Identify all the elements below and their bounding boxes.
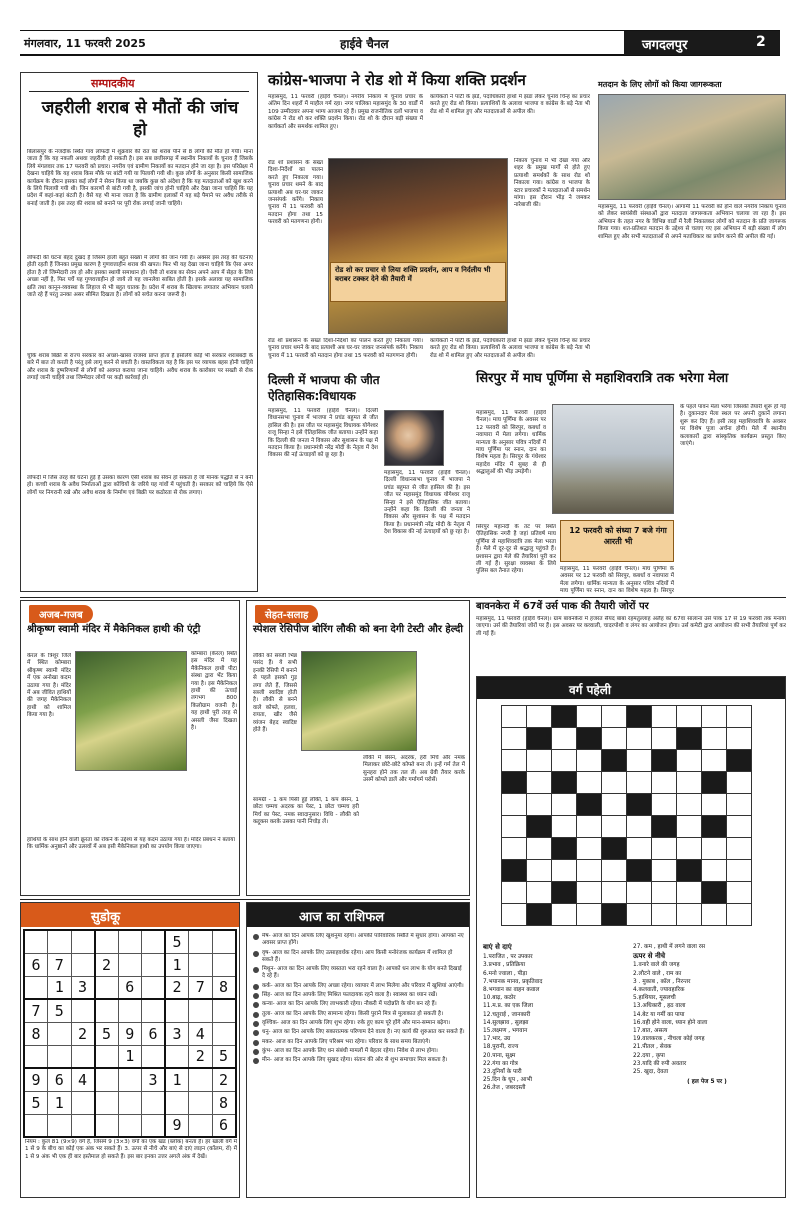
sudoku-row [24, 1068, 236, 1091]
crossword-header [477, 677, 785, 699]
sudoku-title: सुडोकू [91, 910, 121, 925]
health-box [246, 600, 470, 896]
basant-story-body: महासमुंद, 11 फरवरी (हाईवे चैनल)। ग्राम बावनकेरा में हजरत सैयद बाबा रहमतुल्लाह अलैह का 67वां सालाना उर्स पाक 17 से 19 फरवरी तक मनाया जाएगा। उर्स की तैयारियां जोरों पर हैं। इस अवसर पर कव्वाली, चादरपोशी व लंगर का आयोजन होगा। उर्स कमेटी द्वारा आयोजन की सभी तैयारियां पूर्ण कर ली गई हैं। [476, 616, 786, 637]
sudoku-row [24, 1091, 236, 1114]
lead-story-body-6: रोड शो प्रशासन के सख्त दिशा-निर्देशों का पालन करते हुए निकाला गया। चुनाव प्रचार थमने के बाद प्रत्याशी अब घर-घर जाकर जनसंपर्क करेंगे। निकाय चुनाव में 11 फरवरी को मतदान होगा तथा 15 फरवरी को मतगणना होगी। [268, 338, 423, 359]
crossword-down-clue: 5.हाथियार, मूसलची [633, 995, 676, 1002]
sudoku-cell[interactable] [189, 930, 213, 953]
sirpur-story-photo [552, 404, 674, 514]
ajab-gajab-body-1: केरल के त्रिशूर जिले में स्थित कोम्बारा श्रीकृष्ण स्वामी मंदिर में एक अनोखा कदम उठाया गया है। मंदिर में अब जीवित हाथियों की जगह मैकेनिकल हाथी को शामिल किया गया है। [27, 653, 71, 719]
sudoku-cell[interactable] [24, 1114, 48, 1137]
rashifal-item [253, 1020, 465, 1027]
crossword-across-clue: 3.प्रभाव , प्रतिक्रिया [483, 962, 526, 969]
crossword-across-clue: 14.सुलझाव , सुलझा [483, 1019, 529, 1026]
crossword-across-column [483, 943, 629, 1093]
sudoku-cell[interactable] [142, 953, 166, 976]
editorial-body-4: लोफंदी में जिस तरह की घटना हुई है उसका कारण ऐसी शराब का सेवन हो सकता है जो मानक पद्धति से न बनी हो। कच्ची शराब के अवैध निर्माताओं द्वारा कोचियों के जरिये यह गांवों में पहुंचती है। सरकार को चाहिये कि ऐसे लोगों पर निगरानी रखे और अवैध शराब के निर्माण एवं बिक्री पर कठोरता से रोक लगाए। [27, 475, 253, 496]
lead-story-body-4: निकाय चुनाव में भी देखा गया और शहर के प्रमुख मार्गों से होते हुए प्रत्याशी समर्थकों के साथ रोड शो निकाला गया। कांग्रेस व भाजपा के स्टार प्रचारकों ने मतदाताओं से समर्थन मांगा। इस दौरान भीड़ ने जमकर नारेबाजी की। [514, 158, 590, 209]
rashifal-text: मेष- आज का दिन आपके लिए खुशनुमा रहेगा। आपकी पारिवारिक स्थिति में सुधार होगा। आपको नए अवसर प्राप्त होंगे। [262, 933, 464, 947]
sudoku-cell[interactable] [71, 999, 95, 1022]
sudoku-cell[interactable]: 7 [189, 976, 213, 999]
lead-story-body-3: रोड शो प्रशासन के सख्त दिशा-निर्देशों का पालन करते हुए निकाला गया। चुनाव प्रचार थमने के बाद प्रत्याशी अब घर-घर जाकर जनसंपर्क करेंगे। निकाय चुनाव में 11 फरवरी को मतदान होगा तथा 15 फरवरी को मतगणना होगी। [268, 160, 323, 226]
rashifal-text: वृश्चिक- आज का दिन आपके लिए शुभ रहेगा। रुके हुए काम पूरे होंगे और मान-सम्मान बढ़ेगा। [262, 1019, 451, 1026]
sudoku-cell[interactable] [212, 930, 236, 953]
sudoku-cell[interactable]: 6 [48, 1068, 72, 1091]
sudoku-cell[interactable] [24, 1045, 48, 1068]
lead-story-highlight: रोड शो कर प्रचार से लिया शक्ति प्रदर्शन, आप व निर्दलीय भी बराबर टक्कर देने की तैयारी में [335, 266, 491, 283]
sudoku-cell[interactable]: 1 [48, 1091, 72, 1114]
zodiac-icon [253, 951, 259, 957]
editorial-title: जहरीली शराब से मौतों की जांच हो [41, 98, 239, 140]
sudoku-cell[interactable] [95, 1068, 119, 1091]
crossword-across-clue: 8.भगवान का वाहन कवाल [483, 987, 540, 994]
zodiac-icon [253, 1012, 259, 1018]
sudoku-row [24, 1045, 236, 1068]
sudoku-cell[interactable] [118, 953, 142, 976]
sudoku-cell[interactable] [118, 1091, 142, 1114]
sudoku-cell[interactable] [95, 976, 119, 999]
rashifal-item [253, 950, 465, 965]
sudoku-cell[interactable] [165, 999, 189, 1022]
sudoku-cell[interactable] [165, 1091, 189, 1114]
sudoku-cell[interactable] [142, 930, 166, 953]
sirpur-story-body-4: महासमुंद, 11 फरवरी (हाईवे चैनल)। माघ पूर्णिमा के अवसर पर 12 फरवरी को सिरपुर, कबर्धा व नवापारा में मेला लगेगा। धार्मिक मान्यता के अनुसार पवित्र नदियों में माघ पूर्णिमा पर स्नान, दान का विशेष महत्व है। सिरपुर [560, 566, 674, 594]
crossword-down-clue: 4.कलवाती, ज्यावहारिक [633, 987, 685, 994]
sudoku-cell[interactable]: 9 [24, 1068, 48, 1091]
lead-story-body-5: कार्यकर्ता ने पार्टी के झंडे, पदाधिकारी हाथों में झंडा लेकर चुनाव चिन्ह का प्रचार करते हुए रोड शो किया। प्रत्याशियों के अलावा भाजपा व कांग्रेस के बड़े नेता भी रोड शो में शामिल हुए और मतदाताओं से अपील की। [430, 338, 590, 359]
rashifal-text: कन्या- आज का दिन आपके लिए लाभकारी रहेगा। नौकरी में पदोन्नति के योग बन रहे हैं। [262, 1001, 437, 1008]
crossword-down-column [633, 943, 781, 1086]
sudoku-row [24, 976, 236, 999]
sudoku-cell[interactable]: 8 [24, 1022, 48, 1045]
crossword-down-clue: 27. कम , हाथी में लगने वाला रस [633, 944, 705, 950]
zodiac-icon [253, 1049, 259, 1055]
delhi-story-body-2: महासमुंद, 11 फरवरी (हाईवे चैनल)। दिल्ली विधानसभा चुनाव में भाजपा ने प्रचंड बहुमत से जीत हासिल की है। इस जीत पर महासमुंद विधायक योगेश्वर राजू सिन्हा ने इसे ऐतिहासिक जीत बताया। उन्होंने कहा कि दिल्ली की जनता ने विकास और सुशासन के पक्ष में मतदान किया है। प्रधानमंत्री नरेंद्र मोदी के नेतृत्व में देश विकास की नई ऊंचाइयों को छू रहा है। [384, 470, 470, 536]
sudoku-cell[interactable] [212, 953, 236, 976]
ajab-gajab-body-3: हाथियों के साथ होने वाली क्रूरता को रोकने के उद्देश्य से यह कदम उठाया गया है। मंदिर प्रबंधन ने बताया कि धार्मिक अनुष्ठानों और उत्सवों में अब इसी मैकेनिकल हाथी का उपयोग किया जाएगा। [27, 837, 235, 851]
crossword-grid[interactable] [501, 705, 752, 926]
lead-story-title: कांग्रेस-भाजपा ने रोड शो में किया शक्ति प्रदर्शन [268, 71, 526, 89]
crossword-across-clue: 25.दिन के धूप , आभी [483, 1077, 533, 1084]
sudoku-cell[interactable]: 3 [142, 1068, 166, 1091]
sudoku-cell[interactable] [189, 1091, 213, 1114]
sudoku-cell[interactable] [189, 953, 213, 976]
sudoku-cell[interactable] [118, 1114, 142, 1137]
crossword-down-clue: 1.वनारे वाले की जगह [633, 962, 680, 969]
zodiac-icon [253, 1021, 259, 1027]
sudoku-cell[interactable] [189, 1114, 213, 1137]
crossword-box [476, 676, 786, 1198]
ajab-gajab-body-2: कोम्बारा (केरल) स्थित इस मंदिर में यह मैकेनिकल हाथी पीटा संस्था द्वारा भेंट किया गया है। इस मैकेनिकल हाथी की ऊंचाई लगभग 800 किलोग्राम वजनी है। यह हाथी पूरी तरह से असली जैसा दिखता है। [191, 651, 237, 732]
crossword-across-clue: 6.मनो ज्वाला , पीड़ा [483, 970, 527, 977]
sudoku-cell[interactable] [24, 930, 48, 953]
rashifal-item [253, 1029, 465, 1036]
sudoku-box [20, 902, 240, 1198]
crossword-across-title: बाएं से दाएं [483, 943, 512, 951]
sudoku-cell[interactable] [71, 1091, 95, 1114]
masthead-city-box [624, 31, 780, 55]
masthead [20, 30, 780, 56]
sudoku-cell[interactable]: 3 [165, 1022, 189, 1045]
sirpur-story-body-2: सिरपुर महानदी के तट पर स्थित ऐतिहासिक नगरी है जहां प्रतिवर्ष माघ पूर्णिमा से महाशिवरात्रि तक मेला भरता है। मेले में दूर-दूर से श्रद्धालु पहुंचते हैं। प्रशासन द्वारा मेले की तैयारियां पूरी कर ली गई हैं। सुरक्षा व्यवस्था के लिये पुलिस बल तैनात रहेगा। [476, 524, 556, 575]
sirpur-story-body-1: महासमुंद, 11 फरवरी (हाईवे चैनल)। माघ पूर्णिमा के अवसर पर 12 फरवरी को सिरपुर, कबर्धा व नवापारा में मेला लगेगा। धार्मिक मान्यता के अनुसार पवित्र नदियों में माघ पूर्णिमा पर स्नान, दान का विशेष महत्व है। सिरपुर के गंधेश्वर महादेव मंदिर में सुबह से ही श्रद्धालुओं की भीड़ उमड़ेगी। [476, 410, 546, 476]
sudoku-cell[interactable]: 5 [212, 1045, 236, 1068]
ajab-gajab-section-label: अजब-गजब [29, 605, 93, 623]
divider [29, 91, 249, 92]
side-story-body: महासमुंद, 11 फरवरी (हाईवे चैनल)। आगामी 11 फरवरी को होने वाले नगरीय निकाय चुनाव को लेकर स्वयंसेवी संस्थाओं द्वारा मतदाता जागरूकता अभियान चलाया जा रहा है। इस अभियान के तहत नगर के विभिन्न वार्डों में रैली निकालकर लोगों को मतदान के प्रति जागरूक किया गया। शत-प्रतिशत मतदान के उद्देश्य से चलाए गए इस अभियान में बड़ी संख्या में लोग शामिल हुए और सभी मतदाताओं से अपने मताधिकार का प्रयोग करने की अपील की गई। [598, 204, 786, 240]
sudoku-cell[interactable]: 8 [212, 1091, 236, 1114]
crossword-across-clue: 12.चतुराई , जानकारी [483, 1011, 531, 1018]
zodiac-icon [253, 984, 259, 990]
sudoku-cell[interactable] [71, 953, 95, 976]
sudoku-cell[interactable] [95, 1091, 119, 1114]
rashifal-text: धनु- आज का दिन आपके लिए सकारात्मक परिणाम देने वाला है। नए कार्य की शुरुआत कर सकते हैं। [262, 1029, 465, 1036]
sudoku-cell[interactable]: 4 [189, 1022, 213, 1045]
sudoku-cell[interactable] [95, 999, 119, 1022]
sudoku-row [24, 930, 236, 953]
rashifal-text: मकर- आज का दिन आपके लिए परिश्रम भरा रहेगा। परिवार के साथ समय बिताएंगे। [262, 1038, 431, 1045]
crossword-down-clue: 13.अधिकारी , हठ वाला [633, 1003, 686, 1010]
sudoku-cell[interactable] [118, 1068, 142, 1091]
sudoku-grid[interactable] [23, 929, 237, 1138]
zodiac-icon [253, 934, 259, 940]
sudoku-header [21, 903, 239, 927]
sudoku-cell[interactable]: 7 [24, 999, 48, 1022]
zodiac-icon [253, 1040, 259, 1046]
divider [20, 899, 470, 900]
ajab-gajab-title: श्रीकृष्ण स्वामी मंदिर में मैकेनिकल हाथी की एंट्री [27, 624, 201, 635]
side-story-title: मतदान के लिए लोगों को किया जागरूकता [598, 80, 722, 89]
rashifal-item [253, 1001, 465, 1008]
sudoku-cell[interactable]: 6 [24, 953, 48, 976]
masthead-date: मंगलवार, 11 फरवरी 2025 [24, 37, 146, 50]
rashifal-text: वृष- आज का दिन आपके लिए उत्साहवर्धक रहेगा। आप किसी मनोरंजक कार्यक्रम में शामिल हो सकते हैं। [262, 949, 453, 963]
ajab-gajab-box [20, 600, 240, 896]
rashifal-text: सिंह- आज का दिन आपके लिए मिश्रित फलदायक रहने वाला है। स्वास्थ्य का ध्यान रखें। [262, 992, 438, 999]
sudoku-cell[interactable]: 7 [48, 953, 72, 976]
sudoku-cell[interactable] [118, 999, 142, 1022]
sudoku-cell[interactable] [165, 1045, 189, 1068]
lead-story-highlight-box [330, 262, 506, 302]
sudoku-cell[interactable]: 5 [165, 930, 189, 953]
sudoku-row [24, 1022, 236, 1045]
sudoku-cell[interactable] [95, 930, 119, 953]
sudoku-cell[interactable]: 6 [118, 976, 142, 999]
divider [20, 597, 786, 598]
sudoku-cell[interactable]: 2 [165, 976, 189, 999]
rashifal-item [253, 1011, 465, 1018]
rashifal-text: तुला- आज का दिन आपके लिए सामान्य रहेगा। किसी पुराने मित्र से मुलाकात हो सकती है। [262, 1010, 444, 1017]
rashifal-item [253, 992, 465, 999]
sudoku-cell[interactable] [142, 999, 166, 1022]
crossword-down-clue: 2.लौटने वाले , राम का [633, 970, 682, 977]
crossword-across-clue: 7.भयानक मानव, प्रकृतिवाद [483, 978, 543, 985]
sudoku-cell[interactable]: 1 [165, 953, 189, 976]
sudoku-cell[interactable]: 1 [118, 1045, 142, 1068]
rashifal-item [253, 1048, 465, 1055]
crossword-across-clue: 1.पराजित , पर उपकार [483, 954, 533, 961]
rashifal-item [253, 983, 465, 990]
crossword-down-clue: 22.दया , कृपा [633, 1052, 665, 1059]
crossword-down-clue: 19.वालकरक , नीचला कोई जगह [633, 1036, 705, 1043]
rashifal-text: मीन- आज का दिन आपके लिए सुखद रहेगा। संतान की ओर से शुभ समाचार मिल सकता है। [262, 1057, 448, 1064]
crossword-title: वर्ग पहेली [569, 683, 612, 697]
rashifal-item [253, 1057, 465, 1064]
crossword-down-clue: 23.यादि की रुपी अवतार [633, 1060, 687, 1067]
rashifal-header [247, 903, 469, 927]
basant-story-title: बावनकेरा में 67वें उर्स पाक की तैयारी जोरों पर [476, 601, 649, 612]
rashifal-list [253, 933, 465, 1195]
sudoku-cell[interactable]: 3 [71, 976, 95, 999]
sudoku-cell[interactable]: 6 [212, 1114, 236, 1137]
sudoku-cell[interactable] [95, 1114, 119, 1137]
crossword-across-clue: 15.लक्ष्मण , भगवान [483, 1028, 528, 1035]
sudoku-cell[interactable]: 1 [165, 1068, 189, 1091]
rashifal-text: कुंभ- आज का दिन आपके लिए धन संबंधी मामलों में बेहतर रहेगा। निवेश से लाभ होगा। [262, 1047, 438, 1054]
sudoku-cell[interactable] [142, 1045, 166, 1068]
sudoku-cell[interactable] [189, 999, 213, 1022]
sudoku-cell[interactable]: 9 [118, 1022, 142, 1045]
sirpur-story-title: सिरपुर में माघ पूर्णिमा से महाशिवरात्रि तक भरेगा मेला [476, 371, 729, 386]
editorial-section-label: सम्पादकीय [91, 77, 135, 90]
sudoku-cell[interactable] [212, 999, 236, 1022]
crossword-down-clue: 25. खुदा, देवता [633, 1069, 669, 1076]
crossword-across-clue: 23.दुनियाँ के पारी [483, 1069, 522, 1076]
rashifal-title: आज का राशिफल [299, 910, 385, 925]
sudoku-cell[interactable] [142, 1091, 166, 1114]
sudoku-cell[interactable] [48, 1045, 72, 1068]
zodiac-icon [253, 1058, 259, 1064]
sudoku-cell[interactable] [71, 1045, 95, 1068]
masthead-page-number: 2 [756, 34, 766, 50]
sudoku-cell[interactable] [71, 930, 95, 953]
sudoku-cell[interactable] [212, 1022, 236, 1045]
sudoku-cell[interactable]: 2 [95, 953, 119, 976]
crossword-across-clue: 22.गंगा का गोत्र [483, 1060, 518, 1067]
crossword-down-title: ऊपर से नीचे [633, 952, 666, 961]
editorial-body-2: लोफंदी की घटना बेहद दुखद है जिसमें हाली बहुत संख्या में लोगों की जान गयी है। अक्सर इस तरह की घटनाएं होती रहती हैं जिनका प्रमुख कारण है गुणवत्ताहीन शराब की खपत। फिर भी यह देखा जाना चाहिये कि ऐसा अगर होता है तो जिम्मेदारी तय हो और इसका स्थायी समाधान हो। ऐसी तो शराब का सेवन अपने आप में सेहत के लिये अच्छा नहीं है, फिर पर्चे यह गुणवत्ताहीन हो जाये तो यह जानलेवा साबित होती है। इसके अलावा यह सामाजिक क्षति तथा कानून-व्यवस्था के लिहाज से भी बहुत घातक है। प्रदेश में शराब के खिलाफ लगातार अभियान चलाये जाते रहे हैं परंतु उनका असर सीमित दिखता है। लोगों को सचेत करना जरूरी है। [27, 255, 253, 299]
sirpur-story-highlight-box [560, 520, 674, 562]
delhi-story-title: दिल्ली में भाजपा की जीत ऐतिहासिक:विधायक [268, 373, 380, 403]
crossword-across-clue: 17.भार, उग्र [483, 1036, 511, 1043]
zodiac-icon [253, 1002, 259, 1008]
sudoku-cell[interactable] [142, 1114, 166, 1137]
sudoku-cell[interactable]: 2 [189, 1045, 213, 1068]
crossword-down-clue: 17.बात, असत्य [633, 1028, 668, 1035]
sudoku-cell[interactable] [48, 1114, 72, 1137]
sudoku-cell[interactable] [142, 976, 166, 999]
delhi-story-body: महासमुंद, 11 फरवरी (हाईवे चैनल)। दिल्ली विधानसभा चुनाव में भाजपा ने प्रचंड बहुमत से जीत हासिल की है। इस जीत पर महासमुंद विधायक योगेश्वर राजू सिन्हा ने इसे ऐतिहासिक जीत बताया। उन्होंने कहा कि दिल्ली की जनता ने विकास और सुशासन के पक्ष में मतदान किया है। प्रधानमंत्री नरेंद्र मोदी के नेतृत्व में देश विकास की नई ऊंचाइयों को छू रहा है। [268, 408, 378, 459]
zodiac-icon [253, 1030, 259, 1036]
health-body-3: लौकी में बेसन, अदरक, हरी मिर्च और नमक मिलाकर छोटे-छोटे कोफ्ते बना लें। इन्हें गर्म तेल में सुनहरा होने तक तल लें। अब ग्रेवी तैयार करके उसमें कोफ्ते डालें और गर्मागर्म परोसें। [363, 755, 465, 784]
lead-story-body-2: कार्यकर्ता ने पार्टी के झंडे, पदाधिकारी हाथों में झंडा लेकर चुनाव चिन्ह का प्रचार करते हुए रोड शो किया। प्रत्याशियों के अलावा भाजपा व कांग्रेस के बड़े नेता भी रोड शो में शामिल हुए और मतदाताओं से अपील की। [430, 94, 590, 115]
crossword-across-clue: 20.पाना, सूक्ष्म [483, 1052, 516, 1059]
health-section-label: सेहत-सलाह [255, 605, 318, 623]
sirpur-story-body-3: के पहले पावन मेला भरेगा जिसकी तैयारी शुरू हो गई है। दुकानदार मेला स्थल पर अपनी दुकानें लगाना शुरू कर दिए हैं। इसी तरह महाशिवरात्रि के अवसर पर विशेष पूजा अर्चना होगी। मेले में स्थानीय कलाकारों द्वारा सांस्कृतिक कार्यक्रम प्रस्तुत किए जाएंगे। [680, 404, 786, 448]
editorial-body-1: बिलासपुर के नजदीक स्थित गांव लोफंदी में शुक्रवार की रात को शराब पीने से 8 लोगों की मौत हो गयी। माना जाता है कि यह नकली अथवा जहरीली हो सकती है। इस सब छत्तीसगढ़ में स्थानीय निकायों के चुनाव हैं जिसके लिये मंगलवार तक 17 फरवरी को प्रचार। नगरीय एवं ग्रामीण निकायों का मतदान होने जा रहा है। इस परिप्रेक्ष्य में देखना चाहिये कि यह शराब किस मौके पर बांटी गयी या पिलायी गयी थी। कुछ लोगों के अनुसार किसी सामाजिक कार्यक्रम के दौरान इसका कई लोगों ने सेवन किया था जबकि कुछ को अंदेशा है कि यह मतदाताओं को खुश करने के लिये पिलायी गयी थी। जिन कारणों से बांटी गयी है, इसकी जांच होनी चाहिये और देखा जाना चाहिये कि यह प्रदेश में कहां-कहां बंटती है। वैसे यह भी माना जाता है कि ग्रामीण इलाकों में यह बड़े पैमाने पर अवैध तरीके से बनाई जाती है। इस तरह की शराब को बनाने पर पूरी रोक लगाई जानी चाहिये। [27, 149, 253, 207]
rashifal-text: कर्क- आज का दिन आपके लिए अच्छा रहेगा। व्यापार में लाभ मिलेगा और परिवार में खुशियां आएंगी। [262, 982, 464, 989]
crossword-across-clue: 11.म.प्र. का एक जिला [483, 1003, 534, 1010]
sudoku-cell[interactable] [24, 976, 48, 999]
sudoku-cell[interactable]: 5 [48, 999, 72, 1022]
sudoku-cell[interactable]: 4 [71, 1068, 95, 1091]
lead-story-body-1: महासमुंद, 11 फरवरी (हाईवे चैनल)। नगरीय निकाय में चुनाव प्रचार के अंतिम दिन शहरों में माहौल गर्म रहा। नगर पालिका महासमुंद के 30 वार्डों में 109 उम्मीदवार अपना भाग्य आजमा रहे हैं। प्रमुख राजनीतिक दलों भाजपा व कांग्रेस ने रोड शो कर शक्ति प्रदर्शन किया। रोड शो के दौरान बड़ी संख्या में कार्यकर्ता और समर्थक शामिल हुए। [268, 94, 423, 130]
masthead-city: जगदलपुर [642, 38, 688, 53]
health-body-1: लौकी को सब्जी भिन्न पसंद हैं। ये सभी इनकी रेसिपी में बनाने से पहले इसको गुड़ लगा लेते हैं, जिससे सब्जी स्वादिष्ट होती है। लौकी से बनने वाले कोफ्ते, हलवा, रायता, खीर जैसे व्यंजन बेहद स्वादिष्ट होते हैं। [253, 653, 297, 734]
sudoku-cell[interactable] [48, 1022, 72, 1045]
sudoku-cell[interactable]: 2 [212, 1068, 236, 1091]
crossword-down-clue: 16.वही होने वाला, ध्यान होने वाला [633, 1019, 708, 1026]
health-title: स्पेशल रेसिपीज बोरिंग लौकी को बना देगी टेस्टी और हेल्दी [253, 624, 463, 635]
health-body-2: सामग्री - 1 कप पिसी हुई लौकी, 1 कप बेसन, 1 छोटा चम्मच अदरक का पेस्ट, 1 छोटा चम्मच हरी मिर्च का पेस्ट, नमक स्वादानुसार। विधि - लौकी को कद्दूकस करके उसका पानी निचोड़ लें। [253, 797, 359, 826]
crossword-clues [481, 943, 783, 1195]
sudoku-row [24, 953, 236, 976]
sudoku-cell[interactable]: 1 [48, 976, 72, 999]
zodiac-icon [253, 993, 259, 999]
crossword-down-clue: 14.बेट या गर्मी का पाया [633, 1011, 685, 1018]
sudoku-cell[interactable]: 6 [142, 1022, 166, 1045]
sudoku-cell[interactable]: 5 [95, 1022, 119, 1045]
sudoku-row [24, 999, 236, 1022]
delhi-story-photo [384, 410, 444, 466]
sudoku-cell[interactable] [189, 1068, 213, 1091]
editorial-box [20, 72, 258, 592]
crossword-down-clue: 21.पीतल , सेवक [633, 1044, 672, 1051]
sudoku-row [24, 1114, 236, 1137]
masthead-paper-name: हाईवे चैनल [340, 37, 389, 51]
sudoku-cell[interactable] [71, 1114, 95, 1137]
sudoku-rules: नियम : कुल 81 (9×9) वर्ग हैं, जिसमें 9 (3×3) वर्गों का एक खंड (ब्लॉक) बनता है। हर खाली वर्ग में 1 से 9 के बीच का कोई एक अंक भर सकते हैं। 3. ऊपर से नीचे और बाएं से दाएं लाइन (कॉलम, रॉ) में 1 से 9 अंक भी एक ही बार इस्तेमाल हो सकते हैं। इस बार इनका उत्तर अगले अंक में देखें। [25, 1139, 237, 1160]
rashifal-item [253, 966, 465, 981]
crossword-across-clue: 10.बाढ़, कठोर [483, 995, 516, 1002]
editorial-body-3: चूंकि शराब बिक्री से राज्य सरकार को अच्छा-खासा राजस्व प्राप्त होता है इसलिये कोई भी सरकार शराबबंदी के बारे में बात तो करती है परंतु इसे लागू करने से बचती है। वास्तविकता यह है कि इस पर व्यापक बहस होनी चाहिये और शराब के दुष्परिणामों से लोगों को अवगत कराया जाना चाहिये। अवैध शराब के कारोबार पर सख्ती से रोक लगाई जानी चाहिये तथा जिम्मेदार लोगों पर कड़ी कार्रवाई हो। [27, 353, 253, 382]
health-photo [301, 651, 417, 751]
ajab-gajab-photo [75, 651, 187, 771]
rashifal-item [253, 1039, 465, 1046]
lead-story-photo [328, 158, 508, 334]
rashifal-box [246, 902, 470, 1198]
zodiac-icon [253, 967, 259, 973]
sudoku-cell[interactable] [118, 930, 142, 953]
rashifal-text: मिथुन- आज का दिन आपके लिए व्यस्तता भरा रहने वाला है। आपको धन लाभ के योग बनते दिखाई दे रहे हैं। [262, 966, 462, 980]
side-story-photo [598, 94, 786, 200]
sudoku-cell[interactable] [48, 930, 72, 953]
crossword-across-clue: 26.तेज , जबरदस्ती [483, 1085, 526, 1092]
sudoku-cell[interactable]: 8 [212, 976, 236, 999]
crossword-across-clue: 18.पुरानी, राज्य [483, 1044, 519, 1051]
sirpur-story-highlight: 12 फरवरी को संध्या 7 बजे गंगा आरती भी [569, 526, 667, 546]
sudoku-cell[interactable]: 2 [71, 1022, 95, 1045]
crossword-down-clue: 3 . मुकाब , कॉल , निरन्तर [633, 978, 691, 985]
rashifal-item [253, 933, 465, 948]
sudoku-cell[interactable]: 5 [24, 1091, 48, 1114]
crossword-answer-note: ( हल पेज 5 पर ) [687, 1079, 727, 1086]
sudoku-cell[interactable]: 9 [165, 1114, 189, 1137]
sudoku-cell[interactable] [95, 1045, 119, 1068]
